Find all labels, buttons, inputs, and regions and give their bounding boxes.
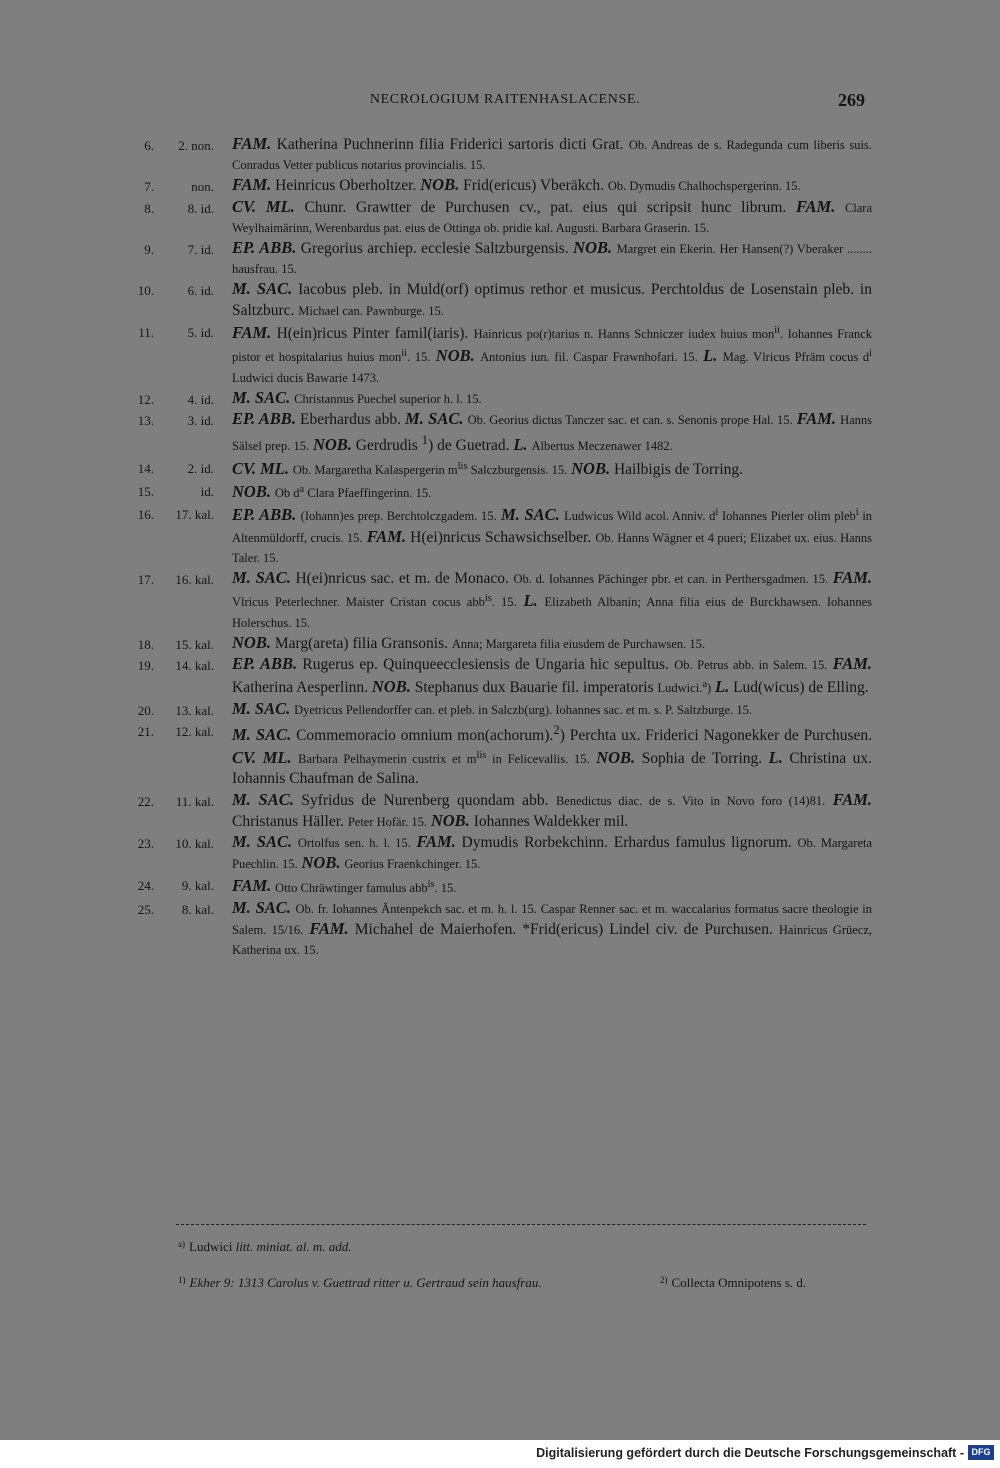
entry-date: 8. id.: [187, 200, 214, 216]
entry-number: 25.: [137, 901, 154, 917]
entry-date: 3. id.: [187, 412, 214, 428]
entry-row: [0, 633, 1000, 654]
entry-row: [0, 321, 1000, 388]
entry-date: 6. id.: [187, 283, 214, 299]
entry-number: 6.: [144, 138, 154, 153]
entry-number: 8.: [144, 200, 154, 216]
entry-row: [0, 790, 1000, 832]
entry-number: 23.: [137, 836, 154, 852]
entry-row: [0, 568, 1000, 633]
entry-row: [0, 279, 1000, 320]
footnote-2-text: Collecta Omnipotens s. d.: [671, 1275, 807, 1290]
entry-row: [0, 898, 1000, 961]
entry-date: 14. kal.: [175, 657, 214, 673]
entry-number: 17.: [137, 572, 154, 587]
entry-number: 14.: [137, 460, 154, 476]
entry-row: [0, 134, 1000, 175]
footnote-1-text: Ekher 9: 1313 Carolus v. Guettrad ritter u. Gertraud sein hausfrau.: [189, 1275, 542, 1290]
footnote-2: [660, 1275, 806, 1291]
entry-text: FAM. H(ein)ricus Pinter famil(iaris). Hainricus po(r)tarius n. Hanns Schniczer iudex huius mon$^{ii}$. Iohannes Franck pistor et hospitalarius huius mon$^{ii}$. 15. NOB. Antonius iun. fil. Caspar Frawnhofari. 15. L. Mag. Vlricus Pfräm cocus $d^i$ Ludwici ducis Bawarie 1473.: [232, 322, 873, 385]
footnote-a: [178, 1239, 352, 1255]
entry-date: 2. non.: [178, 138, 214, 153]
entry-date: non.: [191, 179, 214, 195]
entry-row: [0, 175, 1000, 196]
entry-row: [0, 654, 1000, 699]
entry-row: [0, 832, 1000, 874]
entry-number: 12.: [137, 391, 154, 407]
entry-date: 15. kal.: [175, 636, 214, 652]
entry-text: NOB. Marg(areta) filia Gransonis. Anna; Margareta filia eiusdem de Purchawsen. 15.: [232, 632, 706, 652]
entry-number: 9.: [144, 242, 154, 258]
entry-text: NOB. Ob $d^a$ Clara Pfaeffingerinn. 15.: [232, 482, 432, 502]
footnote-2-mark: 2): [660, 1275, 668, 1285]
entry-row: [0, 480, 1000, 503]
entry-date: 5. id.: [187, 324, 214, 340]
entry-row: [0, 457, 1000, 480]
page-number: 269: [838, 90, 865, 110]
entry-text: M. SAC. Commemoracio omnium mon(achorum).$^2$) Perchta ux. Friderici Nagonekker de Purchusen. CV. ML. Barbara Pelhaymerin custrix et $m^{lis}$ in Felicevallis. 15. NOB. Sophia de Torring. L. Christina ux. Iohannis Chaufman de Salina.: [232, 721, 873, 788]
entry-text: M. SAC. Iacobus pleb. in Muld(orf) optimus rethor et musicus. Perchtoldus de Losenstain pleb. in Saltzburc. Michael can. Pawnburge. 15.: [232, 279, 872, 319]
entry-date: 16. kal.: [175, 572, 214, 587]
entry-date: 8. kal.: [181, 901, 214, 917]
entry-number: 11.: [138, 324, 154, 340]
entry-text: EP. ABB. Eberhardus abb. M. SAC. Ob. Georius dictus Tanczer sac. et can. s. Senonis prope Hal. 15. FAM. Hanns Sälsel prep. 15. NOB. Gerdrudis $^1$) de Guetrad. L. Albertus Meczenawer 1482.: [232, 408, 873, 455]
entry-number: 15.: [137, 483, 154, 499]
entry-text: M. SAC. Dyetricus Pellendorffer can. et pleb. in Salczb(urg). Iohannes sac. et m. s. P. Saltzburge. 15.: [232, 698, 752, 718]
dfg-logo: DFG: [968, 1445, 994, 1460]
entry-text: EP. ABB. Gregorius archiep. ecclesie Saltzburgensis. NOB. Margret ein Ekerin. Her Hansen(?) Vberaker ........ hausfrau. 15.: [232, 238, 872, 277]
entry-row: [0, 388, 1000, 409]
footnote-divider: [176, 1224, 866, 1225]
entry-text: M. SAC. Ob. fr. Iohannes Äntenpekch sac. et m. h. l. 15. Caspar Renner sac. et m. waccalarius formatus sacre theologie in Salem. 15/16. FAM. Michahel de Maierhofen. *Frid(ericus) Lindel civ. de Purchusen. Hainricus Grüecz, Katherina ux. 15.: [232, 897, 873, 958]
entry-date: 7. id.: [187, 242, 214, 258]
dfg-credit-text: Digitalisierung gefördert durch die Deutsche Forschungsgemeinschaft -: [536, 1446, 964, 1460]
entry-number: 24.: [137, 878, 154, 894]
entry-text: CV. ML. Ob. Margaretha Kalaspergerin $m^{lis}$ Salczburgensis. 15. NOB. Hailbigis de Torring.: [232, 458, 744, 478]
entry-row: [0, 238, 1000, 279]
entry-row: [0, 409, 1000, 457]
entry-number: 20.: [137, 702, 154, 718]
entry-text: M. SAC. Christannus Puechel superior h. l. 15.: [232, 387, 482, 407]
entry-date: 12. kal.: [175, 723, 214, 739]
entry-number: 21.: [137, 723, 154, 739]
entry-number: 7.: [144, 179, 154, 195]
entry-text: FAM. Heinricus Oberholtzer. NOB. Frid(ericus) Vberäkch. Ob. Dymudis Chalhochspergerinn. 15.: [232, 175, 801, 195]
entry-text: M. SAC. Syfridus de Nurenberg quondam abb. Benedictus diac. de s. Vito in Novo foro (14)81. FAM. Christanus Häller. Peter Hofär. 15. NOB. Iohannes Waldekker mil.: [232, 789, 872, 830]
footnote-1: [178, 1275, 542, 1291]
entry-text: FAM. Katherina Puchnerinn filia Friderici sartoris dicti Grat. Ob. Andreas de s. Radegunda cum liberis suis. Conradus Vetter publicus notarius provincialis. 15.: [232, 134, 872, 173]
entry-text: M. SAC. Ortolfus sen. h. l. 15. FAM. Dymudis Rorbekchinn. Erhardus famulus lignorum. Ob. Margareta Puechlin. 15. NOB. Georius Fraenkchinger. 15.: [232, 832, 873, 873]
page-header: [0, 92, 1000, 116]
entry-number: 22.: [137, 793, 154, 809]
running-title: NECROLOGIUM RAITENHASLACENSE.: [369, 92, 641, 107]
entry-number: 19.: [137, 657, 154, 673]
entry-row: [0, 503, 1000, 568]
entry-date: 4. id.: [187, 391, 214, 407]
entry-date: 2. id.: [187, 460, 214, 476]
entry-number: 13.: [137, 412, 154, 428]
entry-text: M. SAC. H(ei)nricus sac. et m. de Monaco. Ob. d. Iohannes Pächinger pbr. et can. in Perthersgadmen. 15. FAM. Vlricus Peterlechner. Maister Cristan cocus abb$^{is}$. 15. L. Elizabeth Albanin; Anna filia eius de Burckhawsen. Iohannes Holerschus. 15.: [232, 568, 873, 630]
entry-text: EP. ABB. Rugerus ep. Quinqueecclesiensis de Ungaria hic sepultus. Ob. Petrus abb. in Salem. 15. FAM. Katherina Aesperlinn. NOB. Stephanus dux Bauarie fil. imperatoris Ludwici.$^a$) L. Lud(wicus) de Elling.: [232, 653, 872, 697]
entry-row: [0, 720, 1000, 790]
entry-number: 18.: [137, 636, 154, 652]
digitization-credit-bar: [0, 1440, 1000, 1468]
entry-date: 13. kal.: [175, 702, 214, 718]
entry-date: 9. kal.: [181, 878, 214, 894]
entry-row: [0, 699, 1000, 720]
entry-text: FAM. Otto Chräwtinger famulus abb$^{is}$. 15.: [232, 876, 457, 896]
entry-date: 17. kal.: [175, 507, 214, 523]
entry-row: [0, 197, 1000, 238]
entry-text: CV. ML. Chunr. Grawtter de Purchusen cv., pat. eius qui scripsit hunc librum. FAM. Clara Weylhaimärinn, Werenbardus pat. eius de Ottinga ob. pridie kal. Augusti. Barbara Graserin. 15.: [232, 196, 873, 235]
entry-date: id.: [200, 483, 214, 499]
entry-row: [0, 874, 1000, 897]
footnote-a-text: Ludwici: [189, 1239, 233, 1254]
entry-number: 16.: [137, 507, 154, 523]
entry-number: 10.: [137, 283, 154, 299]
entry-text: EP. ABB. (Iohann)es prep. Berchtolczgadem. 15. M. SAC. Ludwicus Wild acol. Anniv. $d^i$ Iohannes Pierler olim pleb$^i$ in Altenmüldorff, crucis. 15. FAM. H(ei)nricus Schawsichselber. Ob. Hanns Wägner et 4 pueri; Elizabet ux. eius. Hanns Taler. 15.: [232, 505, 873, 565]
footnote-1-mark: 1): [178, 1275, 186, 1285]
footnote-a-mark: a): [178, 1239, 185, 1249]
entry-date: 11. kal.: [175, 793, 214, 809]
footnote-a-italic: litt. miniat. al. m. add.: [235, 1239, 352, 1254]
entry-date: 10. kal.: [175, 836, 214, 852]
necrology-entries: [0, 134, 1000, 960]
